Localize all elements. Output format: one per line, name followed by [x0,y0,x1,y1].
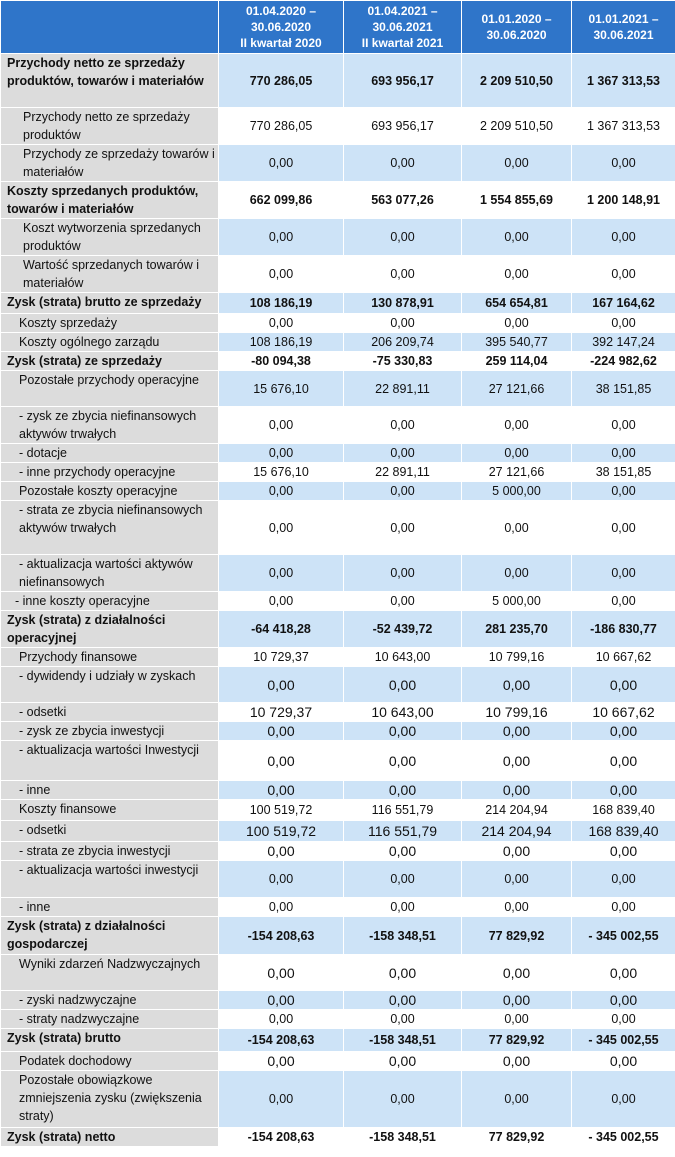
table-row [1,1010,675,1029]
value-q2-2021: 0,00 [344,1010,462,1029]
value-q2-2020: 0,00 [219,741,344,781]
value-h1-2021: 0,00 [572,407,675,444]
row-label: Pozostałe koszty operacyjne [1,482,219,501]
header-line: 30.06.2020 [486,28,547,42]
row-label: - straty nadzwyczajne [1,1010,219,1029]
row-label: Zysk (strata) z działalności operacyjnej [1,611,219,648]
value-h1-2020: 0,00 [462,955,572,991]
header-q2-2021 [344,1,462,54]
row-label: - zysk ze zbycia inwestycji [1,722,219,741]
value-q2-2021: 0,00 [344,781,462,800]
value-q2-2021: 0,00 [344,741,462,781]
table-row [1,333,675,352]
value-q2-2020: 0,00 [219,1071,344,1128]
value-q2-2021: 22 891,11 [344,371,462,407]
value-q2-2020: 10 729,37 [219,648,344,667]
table-row [1,917,675,955]
value-h1-2021: 0,00 [572,592,675,611]
value-q2-2021: 0,00 [344,501,462,555]
row-label: Wyniki zdarzeń Nadzwyczajnych [1,955,219,991]
row-label: Koszty finansowe [1,800,219,821]
header-line: 01.01.2020 – [481,12,552,26]
value-h1-2020: 0,00 [462,407,572,444]
value-q2-2021: 0,00 [344,482,462,501]
value-h1-2020: 5 000,00 [462,592,572,611]
row-label: - inne przychody operacyjne [1,463,219,482]
value-h1-2020: 0,00 [462,314,572,333]
value-h1-2021: 167 164,62 [572,293,675,314]
value-q2-2020: 0,00 [219,722,344,741]
value-h1-2020: 0,00 [462,722,572,741]
value-q2-2021: 0,00 [344,256,462,293]
table-row [1,592,675,611]
value-q2-2020: 0,00 [219,898,344,917]
value-q2-2020: -80 094,38 [219,352,344,371]
value-q2-2020: -154 208,63 [219,1029,344,1052]
value-q2-2021: 0,00 [344,991,462,1010]
value-h1-2020: 0,00 [462,256,572,293]
value-q2-2020: 15 676,10 [219,371,344,407]
value-q2-2020: 15 676,10 [219,463,344,482]
value-h1-2021: 38 151,85 [572,371,675,407]
row-label: Przychody ze sprzedaży towarów i materiałów [1,145,219,182]
value-h1-2021: 1 367 313,53 [572,54,675,108]
value-q2-2021: -158 348,51 [344,1128,462,1147]
header-row [1,1,675,54]
value-h1-2021: 0,00 [572,314,675,333]
value-q2-2020: 0,00 [219,1010,344,1029]
row-label: Koszt wytworzenia sprzedanych produktów [1,219,219,256]
header-line: 30.06.2021 [593,28,654,42]
value-h1-2021: 0,00 [572,781,675,800]
value-q2-2020: 0,00 [219,781,344,800]
value-q2-2021: 0,00 [344,314,462,333]
header-corner [1,1,219,54]
row-label: Zysk (strata) brutto ze sprzedaży [1,293,219,314]
value-h1-2021: 0,00 [572,501,675,555]
row-label: Zysk (strata) z działalności gospodarczej [1,917,219,955]
table-row [1,611,675,648]
value-q2-2021: 0,00 [344,145,462,182]
row-label: Przychody finansowe [1,648,219,667]
value-q2-2020: 0,00 [219,314,344,333]
value-h1-2020: 77 829,92 [462,1128,572,1147]
value-h1-2020: 1 554 855,69 [462,182,572,219]
table-row [1,842,675,861]
value-q2-2021: 0,00 [344,407,462,444]
table-row [1,407,675,444]
table-row [1,1029,675,1052]
value-q2-2020: -154 208,63 [219,917,344,955]
table-row [1,648,675,667]
table-row [1,861,675,898]
value-q2-2020: 0,00 [219,861,344,898]
value-h1-2020: 77 829,92 [462,917,572,955]
value-q2-2020: 100 519,72 [219,800,344,821]
value-h1-2020: 0,00 [462,1010,572,1029]
row-label: - zyski nadzwyczajne [1,991,219,1010]
value-h1-2020: 10 799,16 [462,703,572,722]
value-h1-2021: 0,00 [572,667,675,703]
value-h1-2021: 0,00 [572,444,675,463]
value-q2-2020: 0,00 [219,501,344,555]
value-q2-2020: 0,00 [219,991,344,1010]
value-q2-2021: 0,00 [344,955,462,991]
value-h1-2020: 2 209 510,50 [462,108,572,145]
table-row [1,703,675,722]
value-h1-2021: 1 367 313,53 [572,108,675,145]
value-h1-2021: - 345 002,55 [572,1128,675,1147]
value-q2-2021: 0,00 [344,219,462,256]
value-q2-2020: 0,00 [219,407,344,444]
value-h1-2020: 0,00 [462,444,572,463]
value-q2-2020: 0,00 [219,842,344,861]
header-line: II kwartał 2021 [361,36,444,50]
value-q2-2020: 0,00 [219,667,344,703]
row-label: - inne [1,898,219,917]
value-h1-2020: 0,00 [462,1071,572,1128]
table-row [1,898,675,917]
value-h1-2021: 0,00 [572,842,675,861]
value-h1-2020: 27 121,66 [462,371,572,407]
table-row [1,482,675,501]
value-h1-2020: 0,00 [462,219,572,256]
header-q2-2020 [219,1,344,54]
value-h1-2020: 0,00 [462,741,572,781]
value-q2-2020: 0,00 [219,145,344,182]
row-label: - aktualizacja wartości Inwestycji [1,741,219,781]
value-h1-2020: 0,00 [462,898,572,917]
row-label: Zysk (strata) brutto [1,1029,219,1052]
table-row [1,722,675,741]
table-row [1,54,675,108]
value-h1-2020: 0,00 [462,555,572,592]
row-label: - aktualizacja wartości aktywów niefinansowych [1,555,219,592]
value-q2-2021: 0,00 [344,667,462,703]
table-row [1,145,675,182]
value-q2-2021: 206 209,74 [344,333,462,352]
value-h1-2020: 214 204,94 [462,800,572,821]
value-h1-2021: 0,00 [572,955,675,991]
table-row [1,821,675,842]
value-h1-2021: 168 839,40 [572,800,675,821]
row-label: - aktualizacja wartości inwestycji [1,861,219,898]
table-row [1,781,675,800]
value-q2-2021: 0,00 [344,592,462,611]
value-h1-2021: 392 147,24 [572,333,675,352]
value-h1-2021: - 345 002,55 [572,917,675,955]
value-h1-2020: 0,00 [462,781,572,800]
value-h1-2021: 168 839,40 [572,821,675,842]
value-q2-2020: 0,00 [219,555,344,592]
value-h1-2021: 0,00 [572,1010,675,1029]
value-h1-2021: 0,00 [572,861,675,898]
value-q2-2021: 22 891,11 [344,463,462,482]
header-line: 01.04.2021 – [367,4,438,18]
value-q2-2021: 10 643,00 [344,703,462,722]
value-h1-2020: 259 114,04 [462,352,572,371]
header-line: 30.06.2021 [372,20,433,34]
value-q2-2020: 770 286,05 [219,54,344,108]
table-row [1,371,675,407]
table-row [1,1071,675,1128]
value-q2-2021: 116 551,79 [344,821,462,842]
value-q2-2020: -154 208,63 [219,1128,344,1147]
row-label: - inne [1,781,219,800]
value-h1-2020: 214 204,94 [462,821,572,842]
table-row [1,219,675,256]
value-h1-2020: 0,00 [462,501,572,555]
row-label: - dotacje [1,444,219,463]
value-h1-2020: 27 121,66 [462,463,572,482]
table-row [1,741,675,781]
value-h1-2021: 0,00 [572,741,675,781]
value-q2-2021: 0,00 [344,1052,462,1071]
value-q2-2020: 0,00 [219,256,344,293]
value-h1-2020: 0,00 [462,145,572,182]
value-q2-2021: 0,00 [344,444,462,463]
value-q2-2021: 0,00 [344,898,462,917]
row-label: - strata ze zbycia niefinansowych aktywów trwałych [1,501,219,555]
value-h1-2020: 0,00 [462,842,572,861]
table-row [1,1052,675,1071]
value-q2-2020: 0,00 [219,482,344,501]
value-q2-2021: 10 643,00 [344,648,462,667]
value-h1-2020: 0,00 [462,861,572,898]
row-label: - odsetki [1,821,219,842]
table-row [1,955,675,991]
value-q2-2021: 0,00 [344,842,462,861]
row-label: Koszty sprzedanych produktów, towarów i materiałów [1,182,219,219]
value-h1-2021: 1 200 148,91 [572,182,675,219]
value-h1-2020: 0,00 [462,991,572,1010]
value-h1-2021: 0,00 [572,256,675,293]
value-h1-2020: 77 829,92 [462,1029,572,1052]
value-h1-2020: 0,00 [462,1052,572,1071]
value-q2-2021: 0,00 [344,722,462,741]
value-q2-2021: 0,00 [344,1071,462,1128]
row-label: Przychody netto ze sprzedaży produktów [1,108,219,145]
header-line: II kwartał 2020 [240,36,322,50]
value-h1-2021: 0,00 [572,991,675,1010]
value-h1-2020: 281 235,70 [462,611,572,648]
table-row [1,800,675,821]
value-h1-2020: 395 540,77 [462,333,572,352]
row-label: Pozostałe obowiązkowe zmniejszenia zysku (zwiększenia straty) [1,1071,219,1128]
table-row [1,463,675,482]
table-row [1,444,675,463]
value-q2-2021: 563 077,26 [344,182,462,219]
value-h1-2021: 10 667,62 [572,648,675,667]
table-row [1,501,675,555]
row-label: Pozostałe przychody operacyjne [1,371,219,407]
header-h1-2021 [572,1,675,54]
value-q2-2020: 0,00 [219,592,344,611]
value-h1-2021: 0,00 [572,1071,675,1128]
row-label: - odsetki [1,703,219,722]
value-q2-2021: 116 551,79 [344,800,462,821]
value-h1-2021: 0,00 [572,219,675,256]
value-q2-2021: 0,00 [344,555,462,592]
header-line: 01.04.2020 – [245,4,317,18]
value-h1-2020: 5 000,00 [462,482,572,501]
row-label: Koszty ogólnego zarządu [1,333,219,352]
value-q2-2021: 0,00 [344,861,462,898]
value-q2-2021: 693 956,17 [344,108,462,145]
value-h1-2021: 10 667,62 [572,703,675,722]
header-h1-2020 [462,1,572,54]
table-body [1,54,675,1147]
value-q2-2020: 108 186,19 [219,293,344,314]
value-h1-2020: 10 799,16 [462,648,572,667]
value-h1-2021: 0,00 [572,555,675,592]
value-h1-2020: 654 654,81 [462,293,572,314]
table-row [1,256,675,293]
table-row [1,314,675,333]
value-q2-2020: 10 729,37 [219,703,344,722]
value-q2-2020: 0,00 [219,955,344,991]
table-row [1,1128,675,1147]
table-row [1,991,675,1010]
value-h1-2021: - 345 002,55 [572,1029,675,1052]
value-q2-2021: 693 956,17 [344,54,462,108]
value-q2-2021: -158 348,51 [344,1029,462,1052]
row-label: Wartość sprzedanych towarów i materiałów [1,256,219,293]
header-line: 30.06.2020 [250,20,312,34]
value-q2-2020: 0,00 [219,219,344,256]
table-row [1,182,675,219]
value-q2-2020: 100 519,72 [219,821,344,842]
value-q2-2020: 662 099,86 [219,182,344,219]
value-h1-2021: 0,00 [572,482,675,501]
value-q2-2021: -158 348,51 [344,917,462,955]
row-label: - inne koszty operacyjne [1,592,219,611]
row-label: Zysk (strata) ze sprzedaży [1,352,219,371]
table-row [1,352,675,371]
value-h1-2021: 0,00 [572,898,675,917]
value-h1-2021: 0,00 [572,722,675,741]
row-label: - strata ze zbycia inwestycji [1,842,219,861]
row-label: - dywidendy i udziały w zyskach [1,667,219,703]
header-line: 01.01.2021 – [588,12,659,26]
table-row [1,108,675,145]
value-q2-2021: -75 330,83 [344,352,462,371]
value-q2-2020: 770 286,05 [219,108,344,145]
row-label: - zysk ze zbycia niefinansowych aktywów trwałych [1,407,219,444]
value-q2-2021: 130 878,91 [344,293,462,314]
value-q2-2020: 0,00 [219,1052,344,1071]
value-h1-2020: 0,00 [462,667,572,703]
value-h1-2021: 38 151,85 [572,463,675,482]
value-q2-2020: 0,00 [219,444,344,463]
value-h1-2021: 0,00 [572,145,675,182]
value-q2-2021: -52 439,72 [344,611,462,648]
row-label: Zysk (strata) netto [1,1128,219,1147]
table-row [1,667,675,703]
row-label: Przychody netto ze sprzedaży produktów, towarów i materiałów [1,54,219,108]
row-label: Koszty sprzedaży [1,314,219,333]
value-h1-2020: 2 209 510,50 [462,54,572,108]
row-label: Podatek dochodowy [1,1052,219,1071]
table-row [1,555,675,592]
value-h1-2021: -224 982,62 [572,352,675,371]
table-row [1,293,675,314]
value-q2-2020: 108 186,19 [219,333,344,352]
value-q2-2020: -64 418,28 [219,611,344,648]
value-h1-2021: 0,00 [572,1052,675,1071]
value-h1-2021: -186 830,77 [572,611,675,648]
